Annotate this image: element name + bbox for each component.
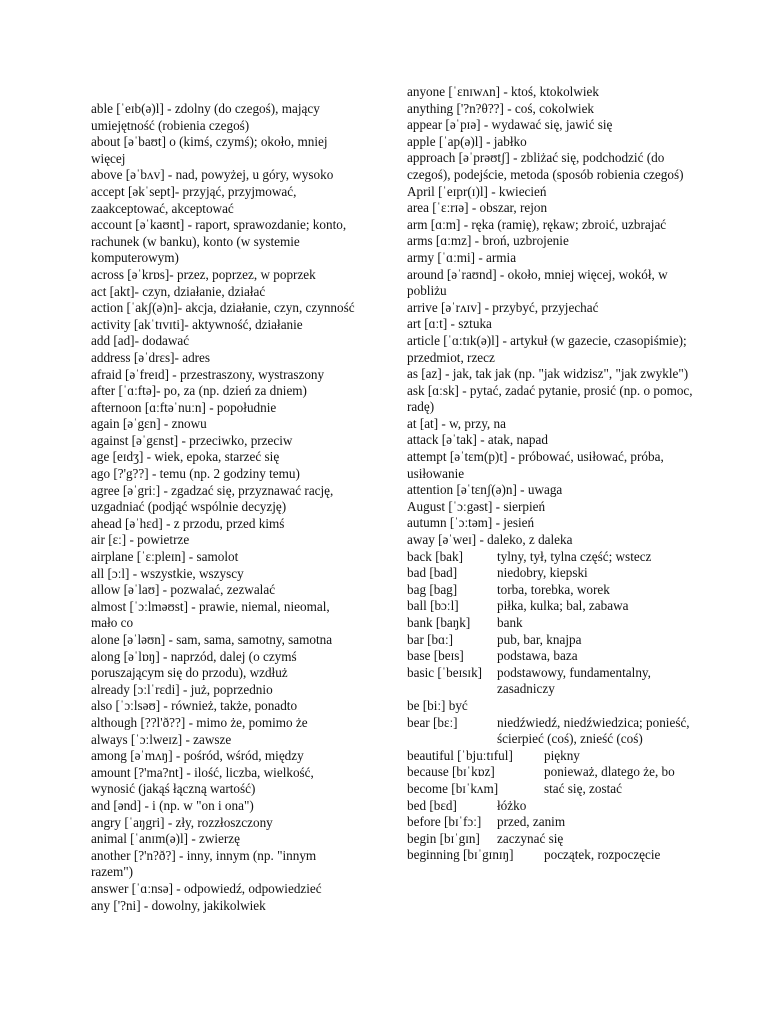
dictionary-entry: attention [əˈtɛnʃ(ə)n] - uwaga xyxy=(407,482,563,498)
entry-headword: bar [bɑː] xyxy=(407,631,454,647)
entry-headword: bed [bɛd] xyxy=(407,797,457,813)
dictionary-entry: arrive [əˈrʌɪv] - przybyć, przyjechać xyxy=(407,299,599,315)
dictionary-entry: apple [ˈap(ə)l] - jabłko xyxy=(407,133,527,149)
entry-definition: tylny, tył, tylna część; wstecz xyxy=(497,548,652,564)
dictionary-column-right xyxy=(407,84,699,864)
dictionary-entry: as [az] - jak, tak jak (np. "jak widzisz", "jak zwykle") xyxy=(407,366,689,382)
entry-headword: base [beɪs] xyxy=(407,648,464,664)
dictionary-entry: among [əˈmʌŋ] - pośród, wśród, między xyxy=(91,748,304,764)
dictionary-entry: above [əˈbʌv] - nad, powyżej, u góry, wysoko xyxy=(91,167,334,183)
dictionary-entry: around [əˈraʊnd] - około, mniej więcej, wokół, w pobliżu xyxy=(407,266,668,299)
dictionary-entry: ask [ɑːsk] - pytać, zadać pytanie, prosić (np. o pomoc, radę) xyxy=(407,382,693,415)
dictionary-entry: act [akt]- czyn, działanie, działać xyxy=(91,283,266,299)
entry-definition: stać się, zostać xyxy=(544,780,622,796)
entry-definition: zaczynać się xyxy=(497,830,564,846)
dictionary-entry: area [ˈɛːrɪə] - obszar, rejon xyxy=(407,200,548,216)
dictionary-entry: appear [əˈpɪə] - wydawać się, jawić się xyxy=(407,117,613,133)
dictionary-entry: add [ad]- dodawać xyxy=(91,333,190,349)
dictionary-entry: also [ˈɔːlsəʊ] - również, także, ponadto xyxy=(91,698,298,714)
entry-headword: beginning [bɪˈgɪnɪŋ] xyxy=(407,847,514,863)
dictionary-entry: army [ˈɑːmi] - armia xyxy=(407,249,517,265)
dictionary-entry: able [ˈeɪb(ə)l] - zdolny (do czegoś), mający umiejętność (robienia czegoś) xyxy=(91,101,320,133)
dictionary-entry: arms [ɑːmz] - broń, uzbrojenie xyxy=(407,233,569,249)
entry-headword: basic [ˈbeɪsɪk] xyxy=(407,664,483,680)
dictionary-entry xyxy=(407,764,699,781)
dictionary-entry: against [əˈgɛnst] - przeciwko, przeciw xyxy=(91,432,293,448)
dictionary-entry xyxy=(407,648,699,665)
dictionary-entry: activity [akˈtɪvɪti]- aktywność, działanie xyxy=(91,316,303,332)
dictionary-entry: ago [?'g??] - temu (np. 2 godziny temu) xyxy=(91,466,300,482)
entry-definition: piękny xyxy=(544,747,580,763)
entry-definition: początek, rozpoczęcie xyxy=(544,847,661,863)
entry-headword: ball [bɔːl] xyxy=(407,598,459,614)
entry-headword: bag [bag] xyxy=(407,581,458,597)
dictionary-entry xyxy=(407,565,699,582)
entry-headword: before [bɪˈfɔː] xyxy=(407,814,482,830)
dictionary-entry: anyone [ˈɛnɪwʌn] - ktoś, ktokolwiek xyxy=(407,84,599,99)
dictionary-entry: at [at] - w, przy, na xyxy=(407,415,506,431)
entry-definition: pub, bar, knajpa xyxy=(497,631,582,647)
dictionary-entry xyxy=(407,781,699,798)
dictionary-entry: and [ənd] - i (np. w "on i ona") xyxy=(91,797,254,813)
dictionary-entry: answer [ˈɑːnsə] - odpowiedź, odpowiedzieć xyxy=(91,880,322,896)
entry-definition: przed, zanim xyxy=(497,814,566,830)
dictionary-entry: allow [əˈlaʊ] - pozwalać, zezwalać xyxy=(91,582,276,598)
dictionary-entry: across [əˈkrɒs]- przez, poprzez, w poprzek xyxy=(91,266,316,282)
dictionary-entry: attack [əˈtak] - atak, napad xyxy=(407,432,548,448)
dictionary-entry: already [ɔːlˈrɛdi] - już, poprzednio xyxy=(91,681,273,697)
entry-definition: niedźwiedź, niedźwiedzica; ponieść, ścierpieć (coś), znieść (coś) xyxy=(497,714,690,747)
entry-headword: back [bak] xyxy=(407,548,464,564)
dictionary-entry: approach [əˈprəʊtʃ] - zbliżać się, podchodzić (do czegoś), podejście, metoda (sposób robienia czegoś) xyxy=(407,150,684,182)
dictionary-entry: amount [?'ma?nt] - ilość, liczba, wielkość, wynosić (jakąś łączną wartość) xyxy=(91,764,314,797)
dictionary-entry: accept [əkˈsept]- przyjąć, przyjmować, zaakceptować, akceptować xyxy=(91,183,297,216)
dictionary-entry: air [ɛː] - powietrze xyxy=(91,532,190,548)
dictionary-entry: August [ˈɔːgəst] - sierpień xyxy=(407,498,546,514)
dictionary-entry: although [??l'ð??] - mimo że, pomimo że xyxy=(91,714,308,730)
dictionary-entry: after [ˈɑːftə]- po, za (np. dzień za dniem) xyxy=(91,383,307,399)
dictionary-entry: afternoon [ɑːftəˈnuːn] - popołudnie xyxy=(91,399,277,415)
entry-definition: podstawa, baza xyxy=(497,648,578,664)
entry-definition: piłka, kulka; bal, zabawa xyxy=(497,598,629,614)
dictionary-entry: again [əˈgɛn] - znowu xyxy=(91,416,207,432)
dictionary-entry: April [ˈeɪpr(ɪ)l] - kwiecień xyxy=(407,183,547,199)
dictionary-entry: along [əˈlɒŋ] - naprzód, dalej (o czymś poruszającym się do przodu), wzdłuż xyxy=(91,648,297,681)
dictionary-column-left xyxy=(91,101,359,914)
dictionary-entry xyxy=(407,814,699,831)
entry-definition: bank xyxy=(497,615,523,630)
dictionary-entry: animal [ˈanɪm(ə)l] - zwierzę xyxy=(91,831,241,847)
dictionary-entry: ahead [əˈhɛd] - z przodu, przed kimś xyxy=(91,515,285,531)
entry-definition: torba, torebka, worek xyxy=(497,581,610,597)
dictionary-entry xyxy=(407,748,699,765)
dictionary-entry: art [ɑːt] - sztuka xyxy=(407,316,492,332)
dictionary-entry: alone [əˈləʊn] - sam, sama, samotny, samotna xyxy=(91,632,333,647)
entry-definition: ponieważ, dlatego że, bo xyxy=(544,764,675,780)
dictionary-entry xyxy=(407,598,699,615)
dictionary-entry xyxy=(407,549,699,566)
entry-definition: podstawowy, fundamentalny, zasadniczy xyxy=(497,664,651,697)
dictionary-entry: age [eɪdʒ] - wiek, epoka, starzeć się xyxy=(91,449,280,465)
dictionary-entry: afraid [əˈfreɪd] - przestraszony, wystraszony xyxy=(91,366,325,382)
entry-definition: łóżko xyxy=(497,797,527,813)
dictionary-entry: about [əˈbaʊt] o (kimś, czymś); około, mniej więcej xyxy=(91,134,328,166)
dictionary-entry xyxy=(407,632,699,649)
entry-definition: niedobry, kiepski xyxy=(497,565,588,581)
dictionary-entry: agree [əˈgriː] - zgadzać się, przyznawać rację, uzgadniać (podjąć wspólnie decyzję) xyxy=(91,482,334,515)
dictionary-entry: address [əˈdrɛs]- adres xyxy=(91,349,211,365)
dictionary-entry: anything ['?n?θ??] - coś, cokolwiek xyxy=(407,100,595,116)
entry-headword: bank [baŋk] xyxy=(407,615,471,630)
dictionary-entry: airplane [ˈɛːpleɪn] - samolot xyxy=(91,549,239,565)
dictionary-entry xyxy=(407,582,699,599)
dictionary-entry: arm [ɑːm] - ręka (ramię), rękaw; zbroić, uzbrajać xyxy=(407,216,667,232)
entry-headword: because [bɪˈkɒz] xyxy=(407,764,495,780)
dictionary-entry: action [ˈakʃ(ə)n]- akcja, działanie, czyn, czynność xyxy=(91,300,355,316)
entry-headword: bear [bɛː] xyxy=(407,714,458,730)
dictionary-entry: be [biː] być xyxy=(407,697,468,713)
entry-headword: begin [bɪˈgɪn] xyxy=(407,830,480,846)
dictionary-entry: almost [ˈɔːlməʊst] - prawie, niemal, nieomal, mało co xyxy=(91,598,330,631)
dictionary-entry xyxy=(407,847,699,864)
dictionary-entry xyxy=(407,715,699,748)
dictionary-entry: attempt [əˈtɛm(p)t] - próbować, usiłować, próba, usiłowanie xyxy=(407,449,664,481)
dictionary-entry xyxy=(407,798,699,815)
dictionary-entry xyxy=(407,665,699,698)
dictionary-entry xyxy=(407,615,699,632)
entry-headword: become [bɪˈkʌm] xyxy=(407,780,499,796)
entry-headword: beautiful [ˈbjuːtɪful] xyxy=(407,747,513,763)
dictionary-entry: always [ˈɔːlweɪz] - zawsze xyxy=(91,731,232,747)
dictionary-entry: all [ɔːl] - wszystkie, wszyscy xyxy=(91,565,244,581)
dictionary-entry: article [ˈɑːtɪk(ə)l] - artykuł (w gazecie, czasopiśmie); przedmiot, rzecz xyxy=(407,332,687,365)
dictionary-entry: another [?'n?ð?] - inny, innym (np. "innym razem") xyxy=(91,847,317,880)
dictionary-entry xyxy=(407,831,699,848)
dictionary-entry: away [əˈweɪ] - daleko, z daleka xyxy=(407,532,573,548)
dictionary-entry: any ['?ni] - dowolny, jakikolwiek xyxy=(91,897,266,913)
dictionary-entry: account [əˈkaʊnt] - raport, sprawozdanie; konto, rachunek (w banku), konto (w systemie komputerowym) xyxy=(91,217,347,266)
dictionary-entry: angry [ˈaŋgri] - zły, rozzłoszczony xyxy=(91,814,273,830)
dictionary-entry: autumn [ˈɔːtəm] - jesień xyxy=(407,515,535,531)
entry-headword: bad [bad] xyxy=(407,565,458,581)
